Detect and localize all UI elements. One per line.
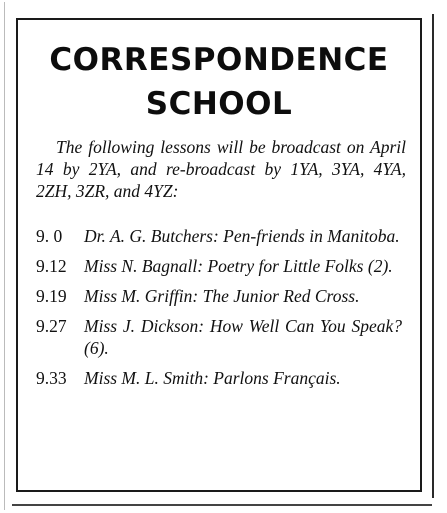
box-shadow-right <box>432 14 434 498</box>
list-item <box>36 285 406 307</box>
list-item <box>36 315 406 359</box>
box-shadow-bottom <box>12 504 432 506</box>
lesson-description: Miss N. Bagnall: Poetry for Little Folks (2). <box>84 256 393 276</box>
lesson-time: 9.27 <box>36 316 67 336</box>
heading-line-1: CORRESPONDENCE <box>49 42 389 78</box>
heading-line-2: SCHOOL <box>145 86 293 122</box>
list-item <box>36 255 406 277</box>
list-item <box>36 225 406 247</box>
lesson-time: 9.33 <box>36 368 67 388</box>
list-item <box>36 367 406 389</box>
lesson-description: Miss M. Griffin: The Junior Red Cross. <box>84 286 360 306</box>
lesson-list <box>36 225 406 397</box>
lesson-description: Miss J. Dickson: How Well Can You Speak? (6). <box>84 316 402 358</box>
lesson-time: 9. 0 <box>36 226 63 246</box>
lesson-time: 9.12 <box>36 256 67 276</box>
lesson-time: 9.19 <box>36 286 67 306</box>
page-margin-rule <box>4 2 5 510</box>
lesson-description: Miss M. L. Smith: Parlons Français. <box>84 368 341 388</box>
article-heading <box>16 38 422 126</box>
intro-paragraph: The following lessons will be broadcast on April 14 by 2YA, and re-broadcast by 1YA, 3YA, 4YA, 2ZH, 3ZR, and 4YZ: <box>36 137 406 201</box>
lesson-description: Dr. A. G. Butchers: Pen-friends in Manitoba. <box>84 226 400 246</box>
